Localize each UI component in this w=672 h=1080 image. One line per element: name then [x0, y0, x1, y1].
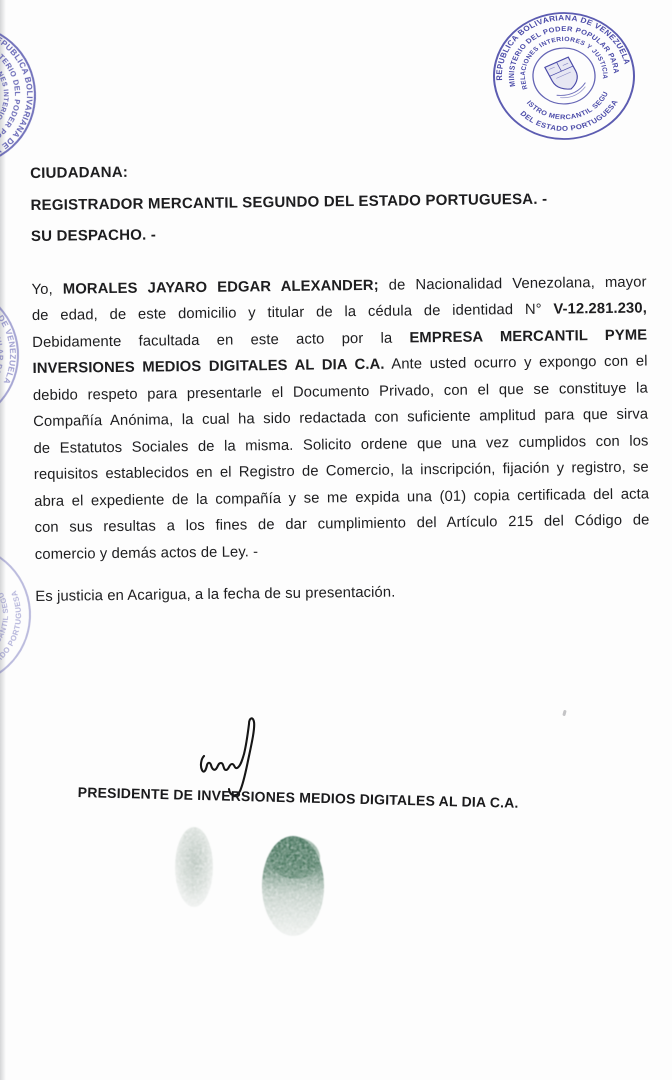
body-line: abra el expediente de la compañía y se me expida una (01) copia certificada del acta — [34, 485, 650, 510]
letter-text — [30, 150, 650, 610]
body-line: debido respeto para presentarle el Documento Privado, con el que se constituye la — [32, 379, 648, 404]
body-line: INVERSIONES MEDIOS DIGITALES AL DIA C.A. Ante usted ocurro y expongo con el — [32, 353, 648, 377]
body-line: Debidamente facultada en este acto por la EMPRESA MERCANTIL PYME — [32, 326, 648, 351]
addressee-name: REGISTRADOR MERCANTIL SEGUNDO DEL ESTADO PORTUGUESA. - — [30, 190, 548, 214]
body-line: comercio y demás actos de Ley. - — [34, 543, 259, 563]
fingerprint-left — [175, 827, 213, 907]
body-line: Yo, MORALES JAYARO EDGAR ALEXANDER; de Nacionalidad Venezolana, mayor — [31, 273, 647, 298]
closing-line: Es justicia en Acarigua, a la fecha de su presentación. — [35, 584, 396, 605]
body-line: de Estatutos Sociales de la misma. Solicito ordene que una vez cumplidos con los — [33, 432, 649, 457]
scan-speck — [562, 710, 566, 717]
body-line: requisitos establecidos en el Registro de Comercio, la inscripción, fijación y registro, se — [33, 459, 649, 483]
registry-stamp — [474, 0, 655, 157]
addressee-title: CIUDADANA: — [30, 163, 129, 182]
addressee-office: SU DESPACHO. - — [30, 226, 157, 245]
fingerprints — [155, 818, 345, 948]
body-line: con sus resultas a los fines de dar cumplimiento del Artículo 215 del Código de — [34, 512, 650, 536]
signature-caption: PRESIDENTE DE INVERSIONES MEDIOS DIGITALES AL DIA C.A. — [77, 784, 519, 811]
body-lines — [31, 269, 650, 568]
body-line: de edad, de este domicilio y titular de la cédula de identidad N° V-12.281.230, — [31, 300, 647, 324]
body-line: Compañía Anónima, la cual ha sido redactada con suficiente amplitud para que sirva — [33, 406, 649, 430]
